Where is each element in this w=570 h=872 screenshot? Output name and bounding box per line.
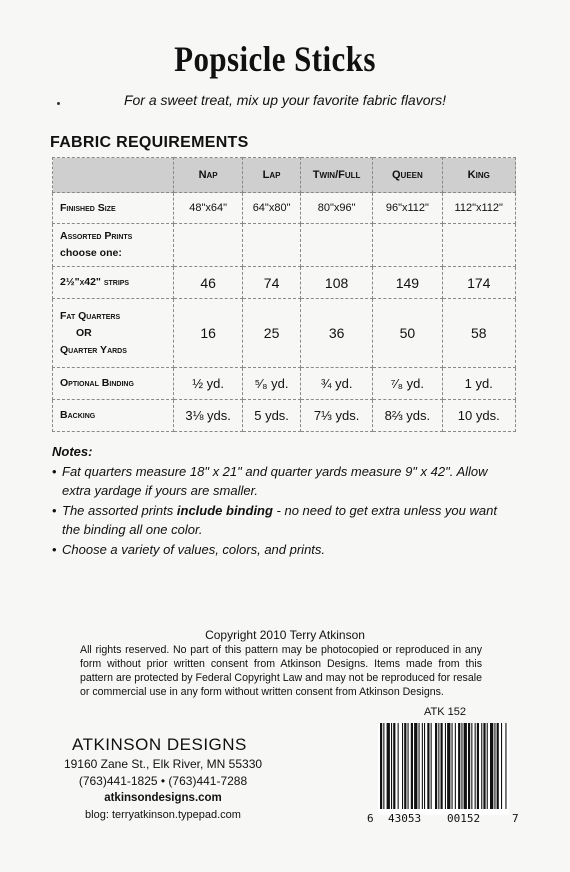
table-cell [373,224,442,267]
table-cell: 48"x64" [174,193,243,224]
table-cell: 58 [442,299,516,368]
barcode-bar [435,723,437,809]
barcode-bar [408,723,409,809]
barcode-bar [422,723,423,809]
barcode-bar [452,723,453,809]
barcode-bar [387,723,390,809]
barcode [378,723,509,815]
table-row-fat-quarters [53,299,516,368]
barcode-bar [393,723,395,809]
table-cell: ½ yd. [174,368,243,400]
company-phones: (763)441-1825 • (763)441-7288 [78,774,248,788]
barcode-bar [471,723,472,809]
barcode-bar [464,723,467,809]
table-cell: 108 [300,267,372,299]
table-cell: ⁷⁄₈ yd. [373,368,442,400]
barcode-bar [438,723,439,809]
row-label-line: Fat Quarters [60,309,121,322]
table-cell: 1 yd. [442,368,516,400]
barcode-bar [391,723,392,809]
table-header-row [53,158,516,193]
fabric-requirements-heading: FABRIC REQUIREMENTS [50,134,249,151]
fabric-requirements-table [52,157,516,432]
barcode-bar [481,723,482,809]
table-cell: ⁵⁄₈ yd. [243,368,301,400]
table-cell: 7⅓ yds. [300,400,372,432]
barcode-bar [468,723,470,809]
barcode-bars [378,723,509,815]
table-cell: 10 yds. [442,400,516,432]
company-website[interactable]: atkinsondesigns.com [104,792,222,804]
barcode-bar [477,723,479,809]
col-header-twin-full: Twin/Full [300,158,372,193]
table-cell [243,224,301,267]
header-corner [53,158,174,193]
barcode-bar [487,723,488,809]
barcode-bar [383,723,384,809]
table-cell: 36 [300,299,372,368]
table-cell: 64"x80" [243,193,301,224]
barcode-bar [494,723,495,809]
barcode-bar [398,723,399,809]
table-cell: 25 [243,299,301,368]
barcode-bar [441,723,443,809]
note-item: • Fat quarters measure 18" x 21" and quarter yards measure 9" x 42". Allow extra yardage if yours are smaller. [52,462,512,500]
product-code: ATK 152 [424,706,466,718]
barcode-bar [419,723,420,809]
table-row-strips [53,267,516,299]
table-row-assorted-prints [53,224,516,267]
note-text: The assorted prints [62,503,177,518]
table-row-optional-binding [53,368,516,400]
barcode-bar [404,723,406,809]
note-text: - no need to get extra unless you want the binding all one color. [62,503,497,537]
row-label: Finished Size [53,193,174,224]
barcode-bar [497,723,499,809]
barcode-bar [414,723,417,809]
barcode-bar [455,723,456,809]
barcode-bar [483,723,485,809]
table-cell: 3⅛ yds. [174,400,243,432]
copyright-heading: Copyright 2010 Terry Atkinson [205,628,365,642]
table-cell [174,224,243,267]
barcode-lead-digit: 6 [367,812,374,825]
row-label: Optional Binding [53,368,174,400]
barcode-bar [447,723,450,809]
table-cell: 74 [243,267,301,299]
barcode-bar [411,723,413,809]
barcode-bar [475,723,476,809]
row-label [53,299,174,368]
note-item: • Choose a variety of values, colors, and prints. [52,540,512,559]
col-header-queen: Queen [373,158,442,193]
table-cell: 8⅔ yds. [373,400,442,432]
table-cell: 46 [174,267,243,299]
notes-heading: Notes: [52,444,93,459]
barcode-bar [424,723,425,809]
barcode-bar [431,723,432,809]
table-cell [300,224,372,267]
barcode-group-2: 00152 [447,812,481,825]
col-header-king: King [442,158,516,193]
barcode-bar [458,723,460,809]
page-title: Popsicle Sticks [174,39,376,79]
barcode-bar [445,723,446,809]
notes-section [52,444,512,560]
col-header-lap: Lap [243,158,301,193]
table-cell: 16 [174,299,243,368]
table-cell: 174 [442,267,516,299]
barcode-bar [402,723,403,809]
company-contact [58,756,268,824]
row-label-line: OR [76,326,92,339]
table-row-backing [53,400,516,432]
company-name: ATKINSON DESIGNS [72,735,247,754]
table-cell: 5 yds. [243,400,301,432]
barcode-bar [490,723,493,809]
note-item [52,501,512,539]
table-cell: 96"x112" [373,193,442,224]
table-cell: 112"x112" [442,193,516,224]
table-cell: ¾ yd. [300,368,372,400]
note-emphasis: include binding [176,503,273,518]
row-label: Backing [53,400,174,432]
subtitle: For a sweet treat, mix up your favorite fabric flavors! [123,92,447,108]
row-label-line: Quarter Yards [60,343,127,356]
barcode-bar [505,723,506,809]
table-cell: 80"x96" [300,193,372,224]
barcode-group-1: 43053 [388,812,422,825]
table-row-finished-size [53,193,516,224]
row-label-subline: choose one: [60,247,122,259]
barcode-check-digit: 7 [512,812,519,825]
row-label: 2½"x42" strips [53,267,174,299]
table-cell: 149 [373,267,442,299]
copyright-notice: All rights reserved. No part of this pattern may be photocopied or reproduced in any form without prior written consent from Atkinson Designs. Items made from this pattern are protected by Federal Copyright Law and may not be reproduced for resale or commercial use in any form without written consent from Atkinson Designs. [80,644,482,698]
barcode-bar [427,723,429,809]
table-cell: 50 [373,299,442,368]
table-cell [442,224,516,267]
row-label-line: Assorted Prints [60,230,133,242]
barcode-bar [501,723,502,809]
company-address: 19160 Zane St., Elk River, MN 55330 [63,757,263,771]
row-label [53,224,174,267]
barcode-bar [380,723,382,809]
barcode-bar [461,723,462,809]
col-header-nap: Nap [174,158,243,193]
company-blog[interactable]: blog: terryatkinson.typepad.com [85,809,241,821]
